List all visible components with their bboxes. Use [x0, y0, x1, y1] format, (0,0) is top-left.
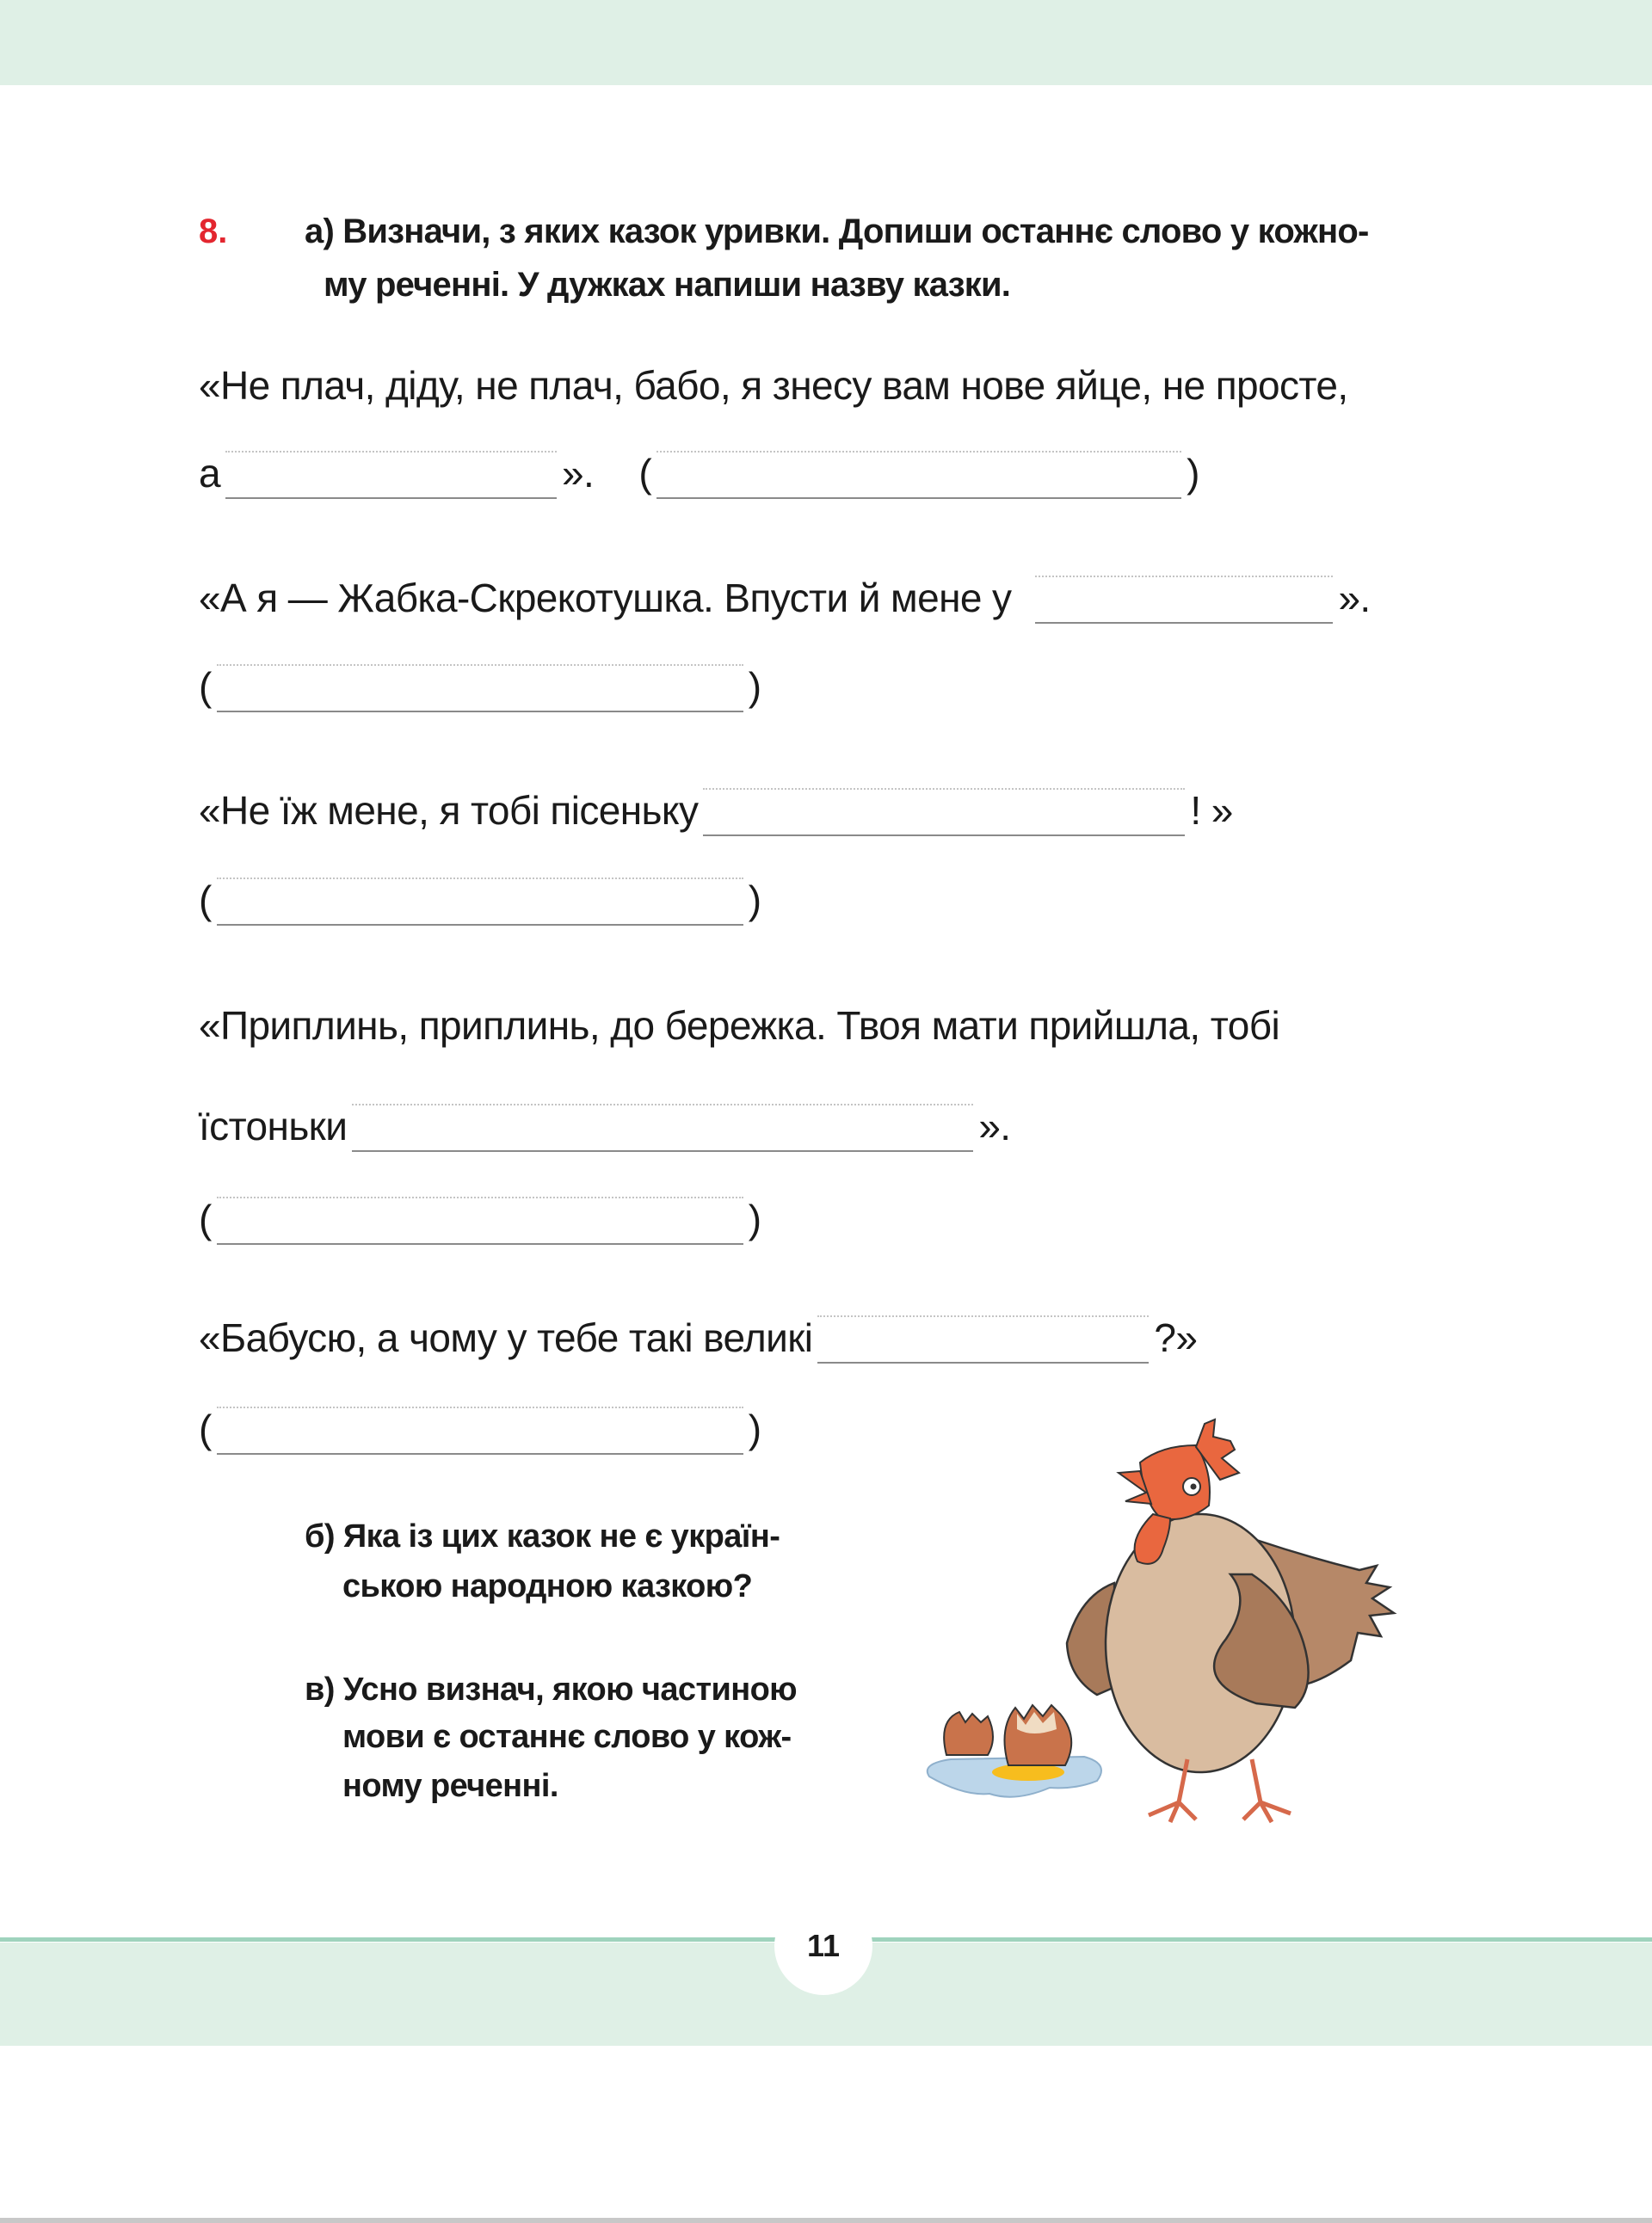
paren-open: ( — [199, 1197, 212, 1241]
excerpt-4-prefix: їстоньки — [199, 1104, 348, 1148]
task-c-line1: в) Усно визнач, якою частиною — [305, 1672, 798, 1708]
excerpt-5-text: «Бабусю, а чому у тебе такі великі — [199, 1315, 813, 1360]
title-line-4 — [199, 1193, 761, 1245]
paren-open: ( — [199, 664, 212, 709]
hen — [1067, 1419, 1394, 1822]
excerpt-3-text: «Не їж мене, я тобі пісеньку — [199, 788, 699, 833]
excerpt-2-line — [199, 572, 1371, 624]
answer-blank-word-5[interactable] — [817, 1319, 1149, 1364]
excerpt-1-prefix: а — [199, 451, 220, 496]
answer-blank-word-3[interactable] — [703, 791, 1185, 836]
excerpt-2-text: «А я — Жабка-Скрекотушка. Впусти й мене у — [199, 576, 1012, 620]
excerpt-4-line1: «Приплинь, приплинь, до бережка. Твоя мати прийшла, тобі — [199, 1003, 1280, 1048]
paren-close: ) — [1187, 451, 1199, 496]
task-a-line2: му реченні. У дужках напиши назву казки. — [324, 266, 1011, 304]
task-b-line2: ською народною казкою? — [342, 1568, 753, 1604]
excerpt-3-line — [199, 785, 1233, 836]
answer-blank-word-2[interactable] — [1035, 579, 1333, 624]
paren-open: ( — [638, 451, 652, 496]
task-c-line2: мови є останнє слово у кож- — [342, 1719, 792, 1755]
excerpt-3-suffix: ! » — [1190, 788, 1233, 833]
paren-close: ) — [748, 664, 761, 709]
answer-blank-word-1[interactable] — [225, 454, 557, 499]
excerpt-1-line1: «Не плач, діду, не плач, бабо, я знесу вам нове яйце, не просте, — [199, 363, 1348, 408]
paren-close: ) — [748, 878, 761, 922]
top-band — [0, 0, 1652, 85]
excerpt-2-suffix: ». — [1338, 576, 1371, 620]
answer-blank-title-2[interactable] — [217, 668, 743, 712]
answer-blank-title-4[interactable] — [217, 1200, 743, 1245]
paren-close: ) — [748, 1407, 761, 1451]
task-number: 8. — [199, 212, 228, 250]
egg-puddle — [928, 1705, 1101, 1797]
task-c-line3: ному реченні. — [342, 1768, 558, 1804]
paren-close: ) — [748, 1197, 761, 1241]
answer-blank-title-5[interactable] — [217, 1410, 743, 1455]
excerpt-5-suffix: ?» — [1154, 1315, 1198, 1360]
excerpt-4-line2 — [199, 1100, 1010, 1152]
paren-open: ( — [199, 1407, 212, 1451]
hen-illustration — [912, 1411, 1428, 1824]
excerpt-5-line — [199, 1312, 1197, 1364]
excerpt-1-line2 — [199, 447, 1199, 499]
excerpt-4-suffix: ». — [978, 1104, 1011, 1148]
title-line-3 — [199, 874, 761, 926]
answer-blank-word-4[interactable] — [352, 1107, 973, 1152]
answer-blank-title-3[interactable] — [217, 881, 743, 926]
excerpt-1-suffix: ». — [561, 451, 595, 496]
page-number: 11 — [774, 1897, 872, 1995]
task-a-line1: а) Визначи, з яких казок уривки. Допиши останнє слово у кожно- — [305, 212, 1369, 250]
answer-blank-title-1[interactable] — [656, 454, 1181, 499]
task-b-line1: б) Яка із цих казок не є україн- — [305, 1518, 780, 1555]
title-line-2 — [199, 661, 761, 712]
paren-open: ( — [199, 878, 212, 922]
title-line-5 — [199, 1403, 761, 1455]
page-edge — [0, 2218, 1652, 2223]
